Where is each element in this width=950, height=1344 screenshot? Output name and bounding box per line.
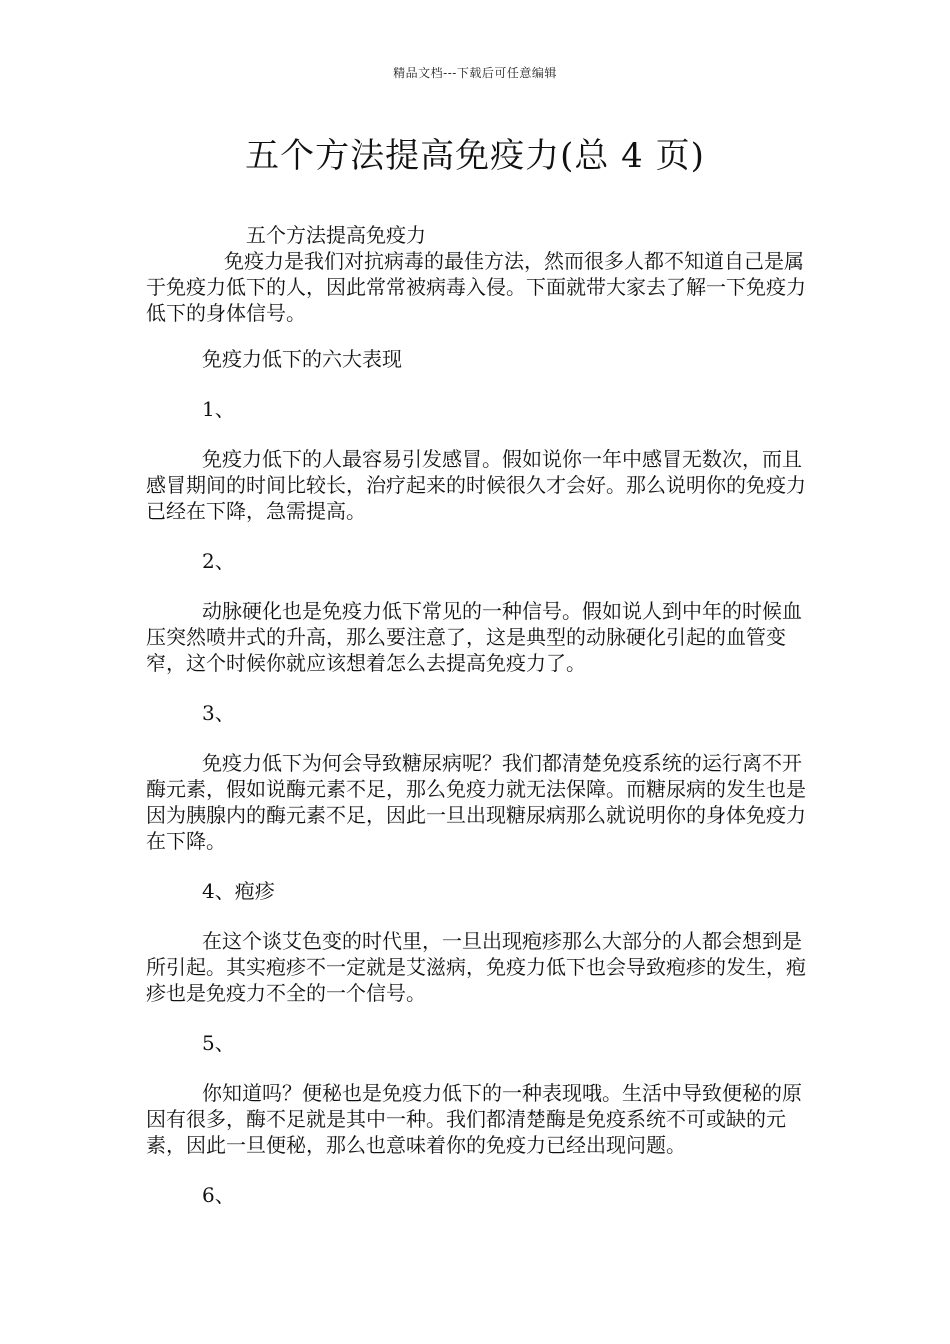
item-number: 6、 [202, 1183, 235, 1207]
item-paragraph: 动脉硬化也是免疫力低下常见的一种信号。假如说人到中年的时候血压突然喷井式的升高，那么要注意了，这是典型的动脉硬化引起的血管变窄，这个时候你就应该想着怎么去提高免疫力了。 [146, 599, 802, 675]
document-title: 五个方法提高免疫力(总 4 页) [245, 136, 705, 176]
item-number: 2、 [202, 549, 235, 573]
item-paragraph: 在这个谈艾色变的时代里，一旦出现疱疹那么大部分的人都会想到是所引起。其实疱疹不一定就是艾滋病，免疫力低下也会导致疱疹的发生，疱疹也是免疫力不全的一个信号。 [146, 929, 806, 1005]
page-header: 精品文档---下载后可任意编辑 [393, 66, 557, 80]
item-paragraph: 你知道吗？便秘也是免疫力低下的一种表现哦。生活中导致便秘的原因有很多，酶不足就是其中一种。我们都清楚酶是免疫系统不可或缺的元素，因此一旦便秘，那么也意味着你的免疫力已经出现问题。 [146, 1081, 802, 1157]
item-number: 3、 [202, 701, 235, 725]
item-number: 4、疱疹 [202, 879, 275, 903]
item-paragraph: 免疫力低下的人最容易引发感冒。假如说你一年中感冒无数次，而且感冒期间的时间比较长，治疗起来的时候很久才会好。那么说明你的免疫力已经在下降，急需提高。 [146, 447, 806, 523]
intro-paragraph: 免疫力是我们对抗病毒的最佳方法，然而很多人都不知道自己是属于免疫力低下的人，因此常常被病毒入侵。下面就带大家去了解一下免疫力低下的身体信号。 [146, 249, 806, 325]
document-body [146, 222, 810, 1208]
document-subtitle: 五个方法提高免疫力 [246, 223, 426, 247]
item-number: 1、 [202, 397, 235, 421]
section-heading: 免疫力低下的六大表现 [202, 347, 402, 371]
item-paragraph: 免疫力低下为何会导致糖尿病呢？我们都清楚免疫系统的运行离不开酶元素，假如说酶元素不足，那么免疫力就无法保障。而糖尿病的发生也是因为胰腺内的酶元素不足，因此一旦出现糖尿病那么就说明你的身体免疫力在下降。 [146, 751, 806, 853]
item-number: 5、 [202, 1031, 235, 1055]
